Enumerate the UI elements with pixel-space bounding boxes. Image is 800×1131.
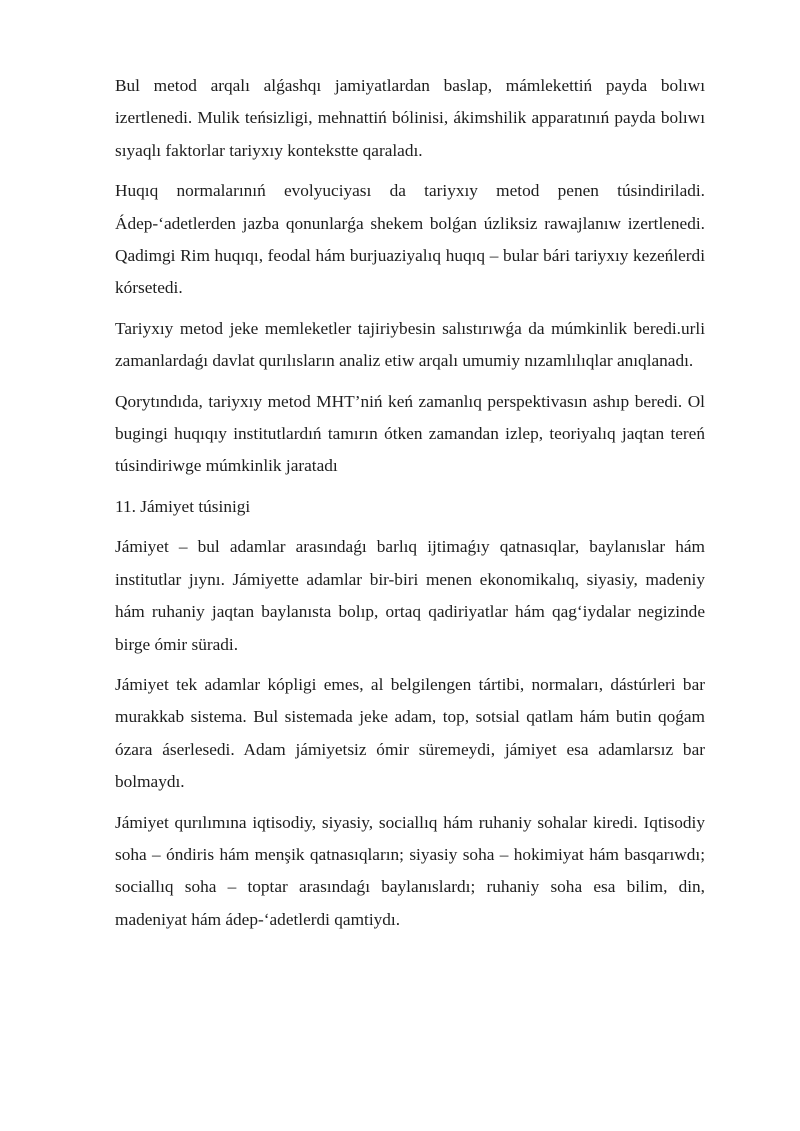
paragraph-law-evolution: Huqıq normalarınıń evolyuciyası da tariyxıy metod penen túsindiriladi. Ádep-‘adetlerden jazba qonunlarǵa shekem bolǵan úzliksiz rawajlanıw izertlenedi. Qadimgi Rim huqıqı, feodal hám burjuaziyalıq huqıq – bular bári tariyxıy kezeńlerdi kórsetedi. (115, 181, 705, 298)
paragraph-comparison: Tariyxıy metod jeke memleketler tajiriybesin salıstırıwǵa da múmkinlik beredi.urli zamanlardaǵı davlat qurılısların analiz etiw arqalı umumiy nızamlılıqlar anıqlanadı. (115, 318, 705, 371)
section-heading: 11. Jámiyet túsinigi (115, 496, 251, 516)
paragraph-society-definition: Jámiyet – bul adamlar arasındaǵı barlıq ijtimaǵıy qatnasıqlar, baylanıslar hám institutlar jıynı. Jámiyette adamlar bir-biri menen ekonomikalıq, siyasiy, madeniy hám ruhaniy jaqtan baylanısta bolıp, ortaq qadiriyatlar hám qag‘iydalar negizinde birge ómir süradi. (115, 537, 705, 654)
document-page (115, 70, 705, 944)
paragraph-conclusion: Qorytındıda, tariyxıy metod MHT’niń keń zamanlıq perspektivasın ashıp beredi. Ol bugingi huqıqıy institutlardıń tamırın ótken zamandan izlep, teoriyalıq jaqtan tereń túsindiriwge múmkinlik jaratadı (115, 391, 705, 476)
paragraph-historical-method-state-origin: Bul metod arqalı alǵashqı jamiyatlardan baslap, mámlekettiń payda bolıwı izertlenedi. Mulik teńsizligi, mehnattiń bólinisi, ákimshilik apparatınıń payda bolıwı sıyaqlı faktorlar tariyxıy kontekstte qaraladı. (115, 76, 705, 160)
paragraph-society-system: Jámiyet tek adamlar kópligi emes, al belgilengen tártibi, normaları, dástúrleri bar murakkab sistema. Bul sistemada jeke adam, top, sotsial qatlam hám butin qoǵam ózara áserlesedi. Adam jámiyetsiz ómir süremeydi, jámiyet esa adamlarsız bar bolmaydı. (115, 674, 705, 792)
paragraph-society-structure: Jámiyet qurılımına iqtisodiy, siyasiy, sociallıq hám ruhaniy sohalar kiredi. Iqtisodiy soha – óndiris hám menşik qatnasıqların; siyasiy soha – hokimiyat hám basqarıwdı; sociallıq soha – toptar arasındaǵı baylanıslardı; ruhaniy soha esa bilim, din, madeniyat hám ádep-‘adetlerdi qamtiydı. (115, 812, 705, 929)
